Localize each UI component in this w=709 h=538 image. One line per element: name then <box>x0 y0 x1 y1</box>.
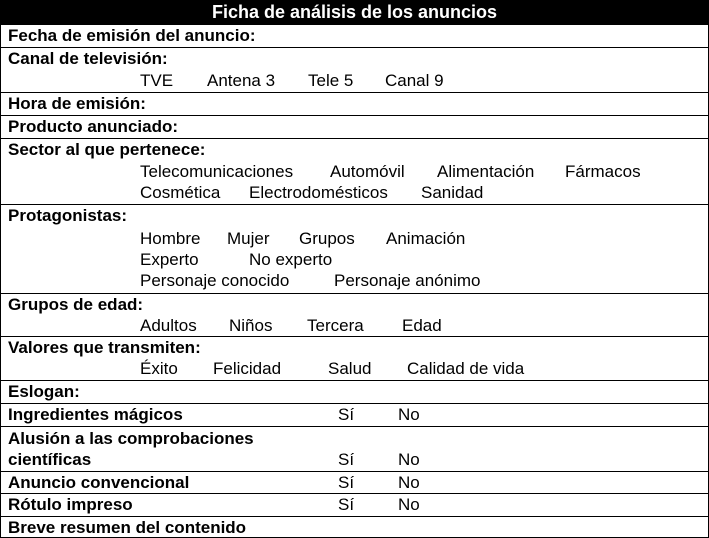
row-edad <box>1 293 708 336</box>
option-no-experto: No experto <box>249 250 333 269</box>
option-no: No <box>398 405 420 424</box>
option-edad: Edad <box>402 316 442 335</box>
option-no: No <box>398 450 420 469</box>
label-valores: Valores que transmiten: <box>8 338 201 357</box>
option-electrodomesticos: Electrodomésticos <box>249 183 388 202</box>
label-producto: Producto anunciado: <box>8 117 178 136</box>
row-protagonistas <box>1 204 708 293</box>
option-si: Sí <box>338 405 355 424</box>
label-rotulo: Rótulo impreso <box>8 495 133 514</box>
row-resumen <box>1 516 708 537</box>
label-hora: Hora de emisión: <box>8 94 146 113</box>
option-sanidad: Sanidad <box>421 183 484 202</box>
option-personaje-conocido: Personaje conocido <box>140 271 290 290</box>
label-alusion-line1: Alusión a las comprobaciones <box>8 429 254 448</box>
label-resumen: Breve resumen del contenido <box>8 518 247 537</box>
option-experto: Experto <box>140 250 199 269</box>
option-adultos: Adultos <box>140 316 197 335</box>
option-grupos: Grupos <box>299 229 355 248</box>
option-calidad-de-vida: Calidad de vida <box>407 359 525 378</box>
label-sector: Sector al que pertenece: <box>8 140 206 159</box>
row-eslogan <box>1 380 708 403</box>
form-title: Ficha de análisis de los anuncios <box>1 1 708 24</box>
row-fecha <box>1 24 708 47</box>
row-convencional <box>1 471 708 493</box>
label-alusion-line2: científicas <box>8 450 92 469</box>
option-salud: Salud <box>328 359 372 378</box>
row-ingredientes <box>1 403 708 426</box>
option-no: No <box>398 473 420 492</box>
row-alusion <box>1 426 708 471</box>
option-tercera: Tercera <box>307 316 364 335</box>
label-eslogan: Eslogan: <box>8 382 80 401</box>
option-personaje-anonimo: Personaje anónimo <box>334 271 481 290</box>
option-si: Sí <box>338 473 355 492</box>
option-si: Sí <box>338 495 355 514</box>
row-rotulo <box>1 493 708 516</box>
option-telecomunicaciones: Telecomunicaciones <box>140 162 294 181</box>
option-antena3: Antena 3 <box>207 71 276 90</box>
label-fecha: Fecha de emisión del anuncio: <box>8 26 256 45</box>
option-alimentacion: Alimentación <box>437 162 535 181</box>
label-protagonistas: Protagonistas: <box>8 206 128 225</box>
option-si: Sí <box>338 450 355 469</box>
label-convencional: Anuncio convencional <box>8 473 190 492</box>
row-canal <box>1 47 708 92</box>
option-canal9: Canal 9 <box>385 71 444 90</box>
label-edad: Grupos de edad: <box>8 295 144 314</box>
option-animacion: Animación <box>386 229 466 248</box>
option-cosmetica: Cosmética <box>140 183 221 202</box>
label-ingredientes: Ingredientes mágicos <box>8 405 183 424</box>
row-valores <box>1 336 708 380</box>
label-canal: Canal de televisión: <box>8 49 168 68</box>
option-tele5: Tele 5 <box>308 71 354 90</box>
option-hombre: Hombre <box>140 229 201 248</box>
row-sector <box>1 138 708 204</box>
option-automovil: Automóvil <box>330 162 405 181</box>
option-tve: TVE <box>140 71 174 90</box>
row-producto <box>1 115 708 138</box>
row-hora <box>1 92 708 115</box>
option-ninos: Niños <box>229 316 273 335</box>
option-exito: Éxito <box>140 359 178 378</box>
option-mujer: Mujer <box>227 229 270 248</box>
option-farmacos: Fármacos <box>565 162 641 181</box>
option-no: No <box>398 495 420 514</box>
option-felicidad: Felicidad <box>213 359 282 378</box>
